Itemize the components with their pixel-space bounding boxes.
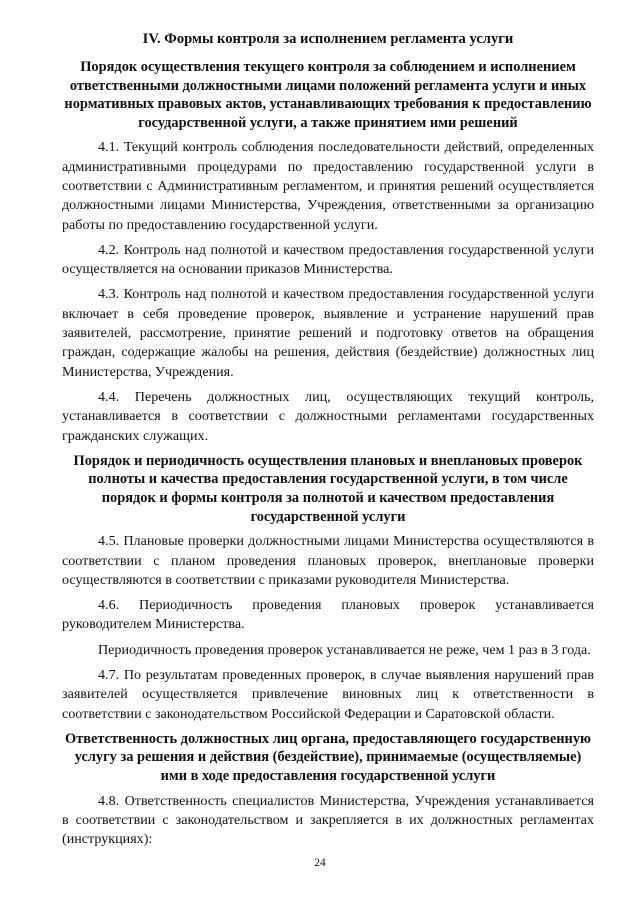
- paragraph-4-7: 4.7. По результатам проведенных проверок, в случае выявления нарушений прав заявителей осуществляется привлечение виновных лиц к ответственности в соответствии с законодательством Российской Федерации и Саратовской области.: [62, 666, 594, 722]
- paragraph-4-6: 4.6. Периодичность проведения плановых проверок устанавливается руководителем Министерства.: [62, 597, 594, 633]
- page-number: 24: [314, 857, 326, 869]
- document-page: [62, 30, 594, 856]
- paragraph-4-6-periodicity: Периодичность проведения проверок устанавливается не реже, чем 1 раз в 3 года.: [98, 641, 591, 658]
- paragraph-4-3: 4.3. Контроль над полнотой и качеством предоставления государственной услуги включает в себя проведение проверок, выявление и устранение нарушений прав заявителей, рассмотрение, принятие решений и подготовку ответов на обращения граждан, содержащие жалобы на решения, действия (бездействие) должностных лиц Министерства, Учреждения.: [62, 286, 594, 380]
- paragraph-4-1: 4.1. Текущий контроль соблюдения последовательности действий, определенных административными процедурами по предоставлению государственной услуги в соответствии с Административным регламентом, и принятия решений осуществляется должностными лицами Министерства, Учреждения, ответственными за организацию работы по предоставлению государственной услуги.: [62, 139, 594, 233]
- paragraph-4-2: 4.2. Контроль над полнотой и качеством предоставления государственной услуги осуществляется на основании приказов Министерства.: [62, 241, 594, 278]
- paragraph-4-4: 4.4. Перечень должностных лиц, осуществляющих текущий контроль, устанавливается в соответствии с должностными регламентами государственных гражданских служащих.: [62, 388, 594, 444]
- paragraph-4-8: 4.8. Ответственность специалистов Министерства, Учреждения устанавливается в соответствии с законодательством и закрепляется в их должностных регламентах (инструкциях):: [62, 792, 594, 848]
- subsection-title-responsibility: Ответственность должностных лиц органа, предоставляющего государственную услугу за решения и действия (бездействие), принимаемые (осуществляемые) ими в ходе предоставления государственной услуги: [64, 730, 592, 785]
- paragraph-4-5: 4.5. Плановые проверки должностными лицами Министерства осуществляются в соответствии с планом проведения плановых проверок, внеплановые проверки осуществляются в соответствии с приказами руководителя Министерства.: [62, 533, 594, 588]
- subsection-title-inspections: Порядок и периодичность осуществления плановых и внеплановых проверок полноты и качества предоставления государственной услуги, в том числе порядок и формы контроля за полнотой и качеством предоставления государственной услуги: [73, 452, 583, 525]
- section-title: IV. Формы контроля за исполнением регламента услуги: [142, 31, 514, 47]
- subsection-title-current-control: Порядок осуществления текущего контроля за соблюдением и исполнением ответственными должностными лицами положений регламента услуги и иных нормативных правовых актов, устанавливающих требования к предоставлению государственной услуги, а также принятием ими решений: [64, 59, 592, 131]
